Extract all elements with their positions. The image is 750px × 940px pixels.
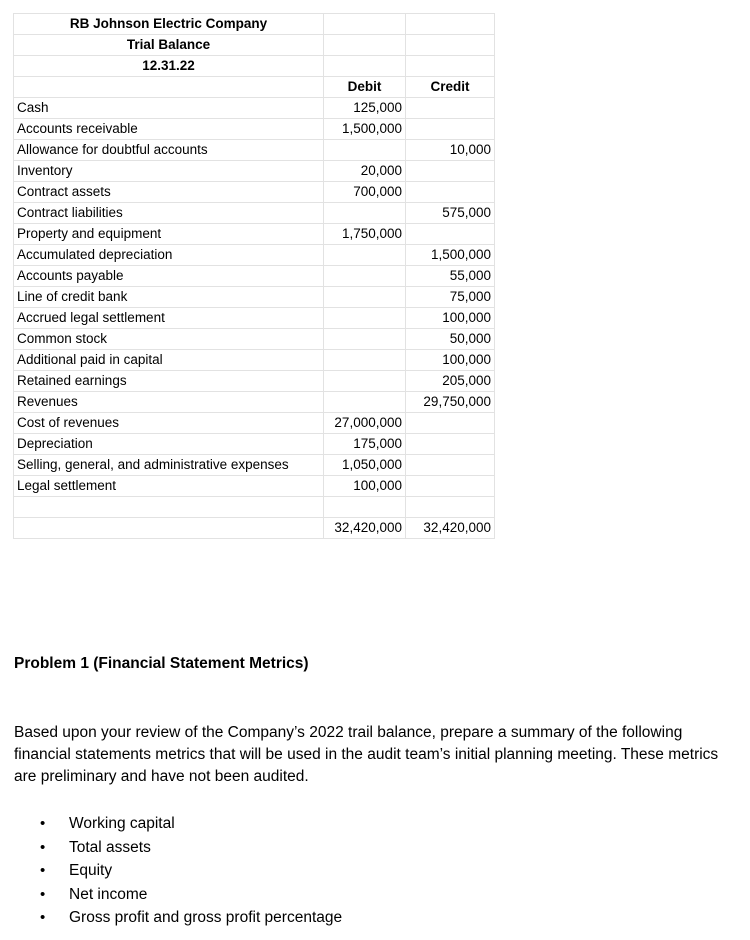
credit-amount [406,434,495,455]
credit-amount [406,182,495,203]
debit-amount: 125,000 [324,98,406,119]
credit-amount [406,455,495,476]
metric-label: Gross profit and gross profit percentage [69,909,343,926]
bullet-icon: • [40,838,46,856]
credit-amount: 55,000 [406,266,495,287]
debit-amount: 100,000 [324,476,406,497]
debit-amount: 20,000 [324,161,406,182]
list-item [40,812,342,836]
account-name: Cost of revenues [14,413,324,434]
credit-amount [406,476,495,497]
metric-label: Net income [69,885,148,903]
account-name: Depreciation [14,434,324,455]
credit-amount: 205,000 [406,371,495,392]
header-row [14,56,495,77]
totals-label [14,518,324,539]
account-name: Accounts payable [14,266,324,287]
table-row [14,182,495,203]
list-item [40,883,342,907]
credit-column-header: Credit [406,77,495,98]
debit-amount [324,329,406,350]
credit-amount [406,98,495,119]
debit-column-header: Debit [324,77,406,98]
debit-amount: 175,000 [324,434,406,455]
account-name: Revenues [14,392,324,413]
total-credit: 32,420,000 [406,518,495,539]
table-row [14,203,495,224]
credit-amount: 100,000 [406,350,495,371]
metric-label: Total assets [69,838,151,856]
table-row [14,119,495,140]
metric-label: Working capital [69,815,175,832]
account-name: Selling, general, and administrative expenses [14,455,324,476]
debit-amount [324,140,406,161]
report-title: Trial Balance [14,35,324,56]
debit-amount: 700,000 [324,182,406,203]
metric-label: Equity [69,862,113,879]
debit-amount [324,203,406,224]
account-name: Contract liabilities [14,203,324,224]
table-row [14,434,495,455]
account-name: Line of credit bank [14,287,324,308]
account-name: Cash [14,98,324,119]
list-item [40,906,342,930]
table-row [14,161,495,182]
debit-amount: 1,050,000 [324,455,406,476]
table-row [14,476,495,497]
credit-amount: 10,000 [406,140,495,161]
totals-row [14,518,495,539]
debit-amount [324,287,406,308]
credit-amount: 50,000 [406,329,495,350]
credit-amount: 1,500,000 [406,245,495,266]
table-row [14,413,495,434]
bullet-icon: • [40,815,46,832]
metrics-list [40,812,342,930]
debit-amount [324,392,406,413]
account-name: Retained earnings [14,371,324,392]
table-row [14,392,495,413]
bullet-icon: • [40,862,46,879]
header-row [14,35,495,56]
debit-amount [324,308,406,329]
credit-amount [406,161,495,182]
table-row [14,371,495,392]
report-date: 12.31.22 [14,56,324,77]
table-row [14,350,495,371]
table-row [14,287,495,308]
table-row [14,140,495,161]
account-name: Property and equipment [14,224,324,245]
total-debit: 32,420,000 [324,518,406,539]
account-name: Legal settlement [14,476,324,497]
debit-amount [324,245,406,266]
debit-amount: 1,500,000 [324,119,406,140]
table-row [14,224,495,245]
table-row [14,308,495,329]
header-row [14,14,495,35]
account-name: Accumulated depreciation [14,245,324,266]
table-row [14,245,495,266]
table-row [14,329,495,350]
account-name: Common stock [14,329,324,350]
table-row [14,98,495,119]
spacer-row [14,497,495,518]
account-name: Contract assets [14,182,324,203]
table-row [14,266,495,287]
account-name: Accounts receivable [14,119,324,140]
column-header-row [14,77,495,98]
credit-amount: 29,750,000 [406,392,495,413]
credit-amount [406,224,495,245]
credit-amount: 575,000 [406,203,495,224]
table-row [14,455,495,476]
debit-amount [324,350,406,371]
credit-amount [406,413,495,434]
problem-title: Problem 1 (Financial Statement Metrics) [14,655,309,672]
trial-balance-table [13,13,495,539]
account-name: Allowance for doubtful accounts [14,140,324,161]
company-name: RB Johnson Electric Company [14,14,324,35]
problem-intro: Based upon your review of the Company’s 2022 trail balance, prepare a summary of the following financial statements metrics that will be used in the audit team’s initial planning meeting. These metrics are preliminary and have not been audited. [14,724,719,785]
account-name: Accrued legal settlement [14,308,324,329]
bullet-icon: • [40,885,46,903]
credit-amount: 75,000 [406,287,495,308]
debit-amount: 1,750,000 [324,224,406,245]
credit-amount: 100,000 [406,308,495,329]
list-item [40,836,342,860]
debit-amount: 27,000,000 [324,413,406,434]
account-name: Additional paid in capital [14,350,324,371]
list-item [40,859,342,883]
debit-amount [324,371,406,392]
debit-amount [324,266,406,287]
credit-amount [406,119,495,140]
bullet-icon: • [40,909,46,926]
account-name: Inventory [14,161,324,182]
